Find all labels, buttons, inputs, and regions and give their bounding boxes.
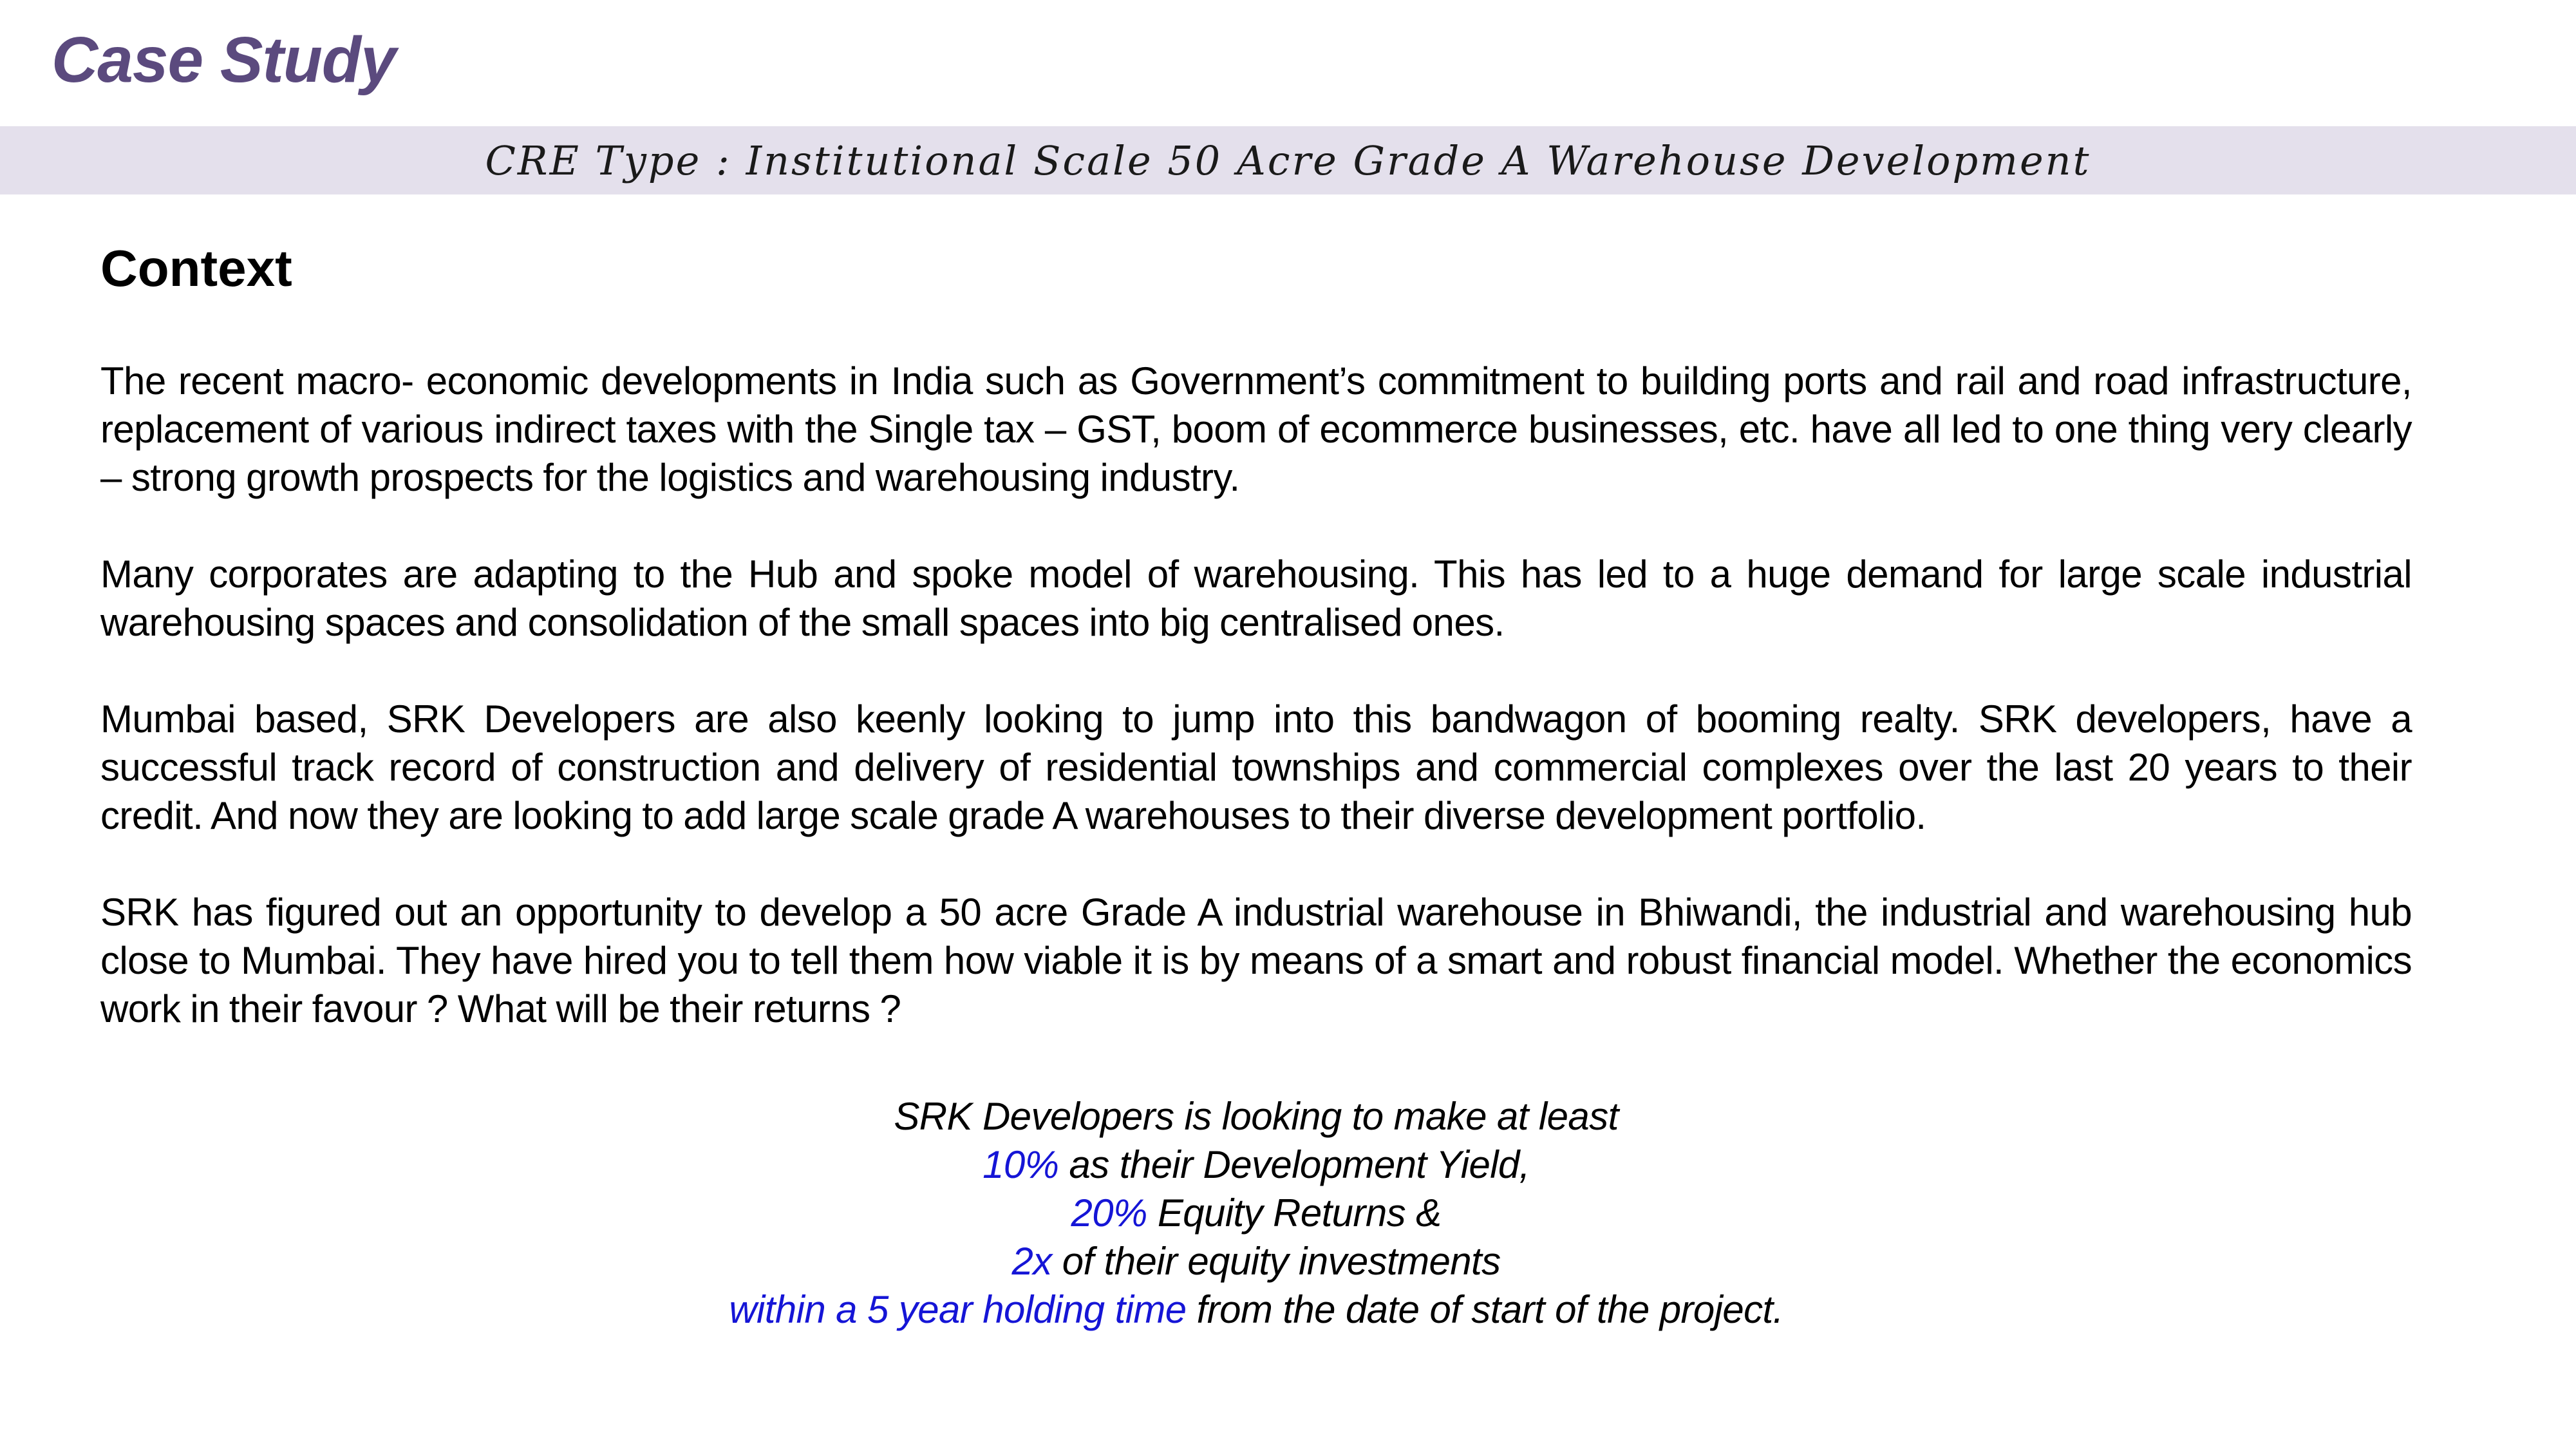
goal-holding-period: [100, 1285, 2412, 1334]
context-paragraph-4: SRK has figured out an opportunity to develop a 50 acre Grade A industrial warehouse in Bhiwandi, the industrial and warehousing hub close to Mumbai. They have hired you to tell them how viable it is by means of a smart and robust financial model. Whether the economics work in their favour ? What will be their returns ?: [100, 891, 2412, 1030]
goal-equity-text: Equity Returns &: [1147, 1191, 1442, 1235]
context-paragraph-1: The recent macro- economic developments in India such as Government’s commitment to building ports and rail and road infrastructure, replacement of various indirect taxes with the Single tax – GST, boom of ecommerce businesses, etc. have all led to one thing very clearly – strong growth prospects for the logistics and warehousing industry.: [100, 359, 2412, 499]
context-section: [100, 233, 2412, 1334]
goal-development-yield: [100, 1141, 2412, 1189]
goal-equity-value: 20%: [1071, 1191, 1147, 1235]
goal-multiple-text: of their equity investments: [1051, 1240, 1501, 1283]
cre-type-label: CRE Type : Institutional Scale 50 Acre Grade A Warehouse Development: [485, 137, 2091, 184]
context-paragraph-2: Many corporates are adapting to the Hub and spoke model of warehousing. This has led to a huge demand for large scale industrial warehousing spaces and consolidation of the small spaces into big centralised ones.: [100, 553, 2412, 644]
context-paragraph-3: Mumbai based, SRK Developers are also keenly looking to jump into this bandwagon of booming realty. SRK developers, have a successful track record of construction and delivery of residential townships and commercial complexes over the last 20 years to their credit. And now they are looking to add large scale grade A warehouses to their diverse development portfolio.: [100, 697, 2412, 837]
context-heading: Context: [100, 240, 292, 297]
goal-equity-multiple: [100, 1237, 2412, 1285]
goal-yield-value: 10%: [982, 1143, 1059, 1186]
page-title: Case Study: [52, 24, 396, 96]
goal-yield-text: as their Development Yield,: [1058, 1143, 1530, 1186]
investment-goals: [100, 1092, 2412, 1334]
goal-holding-value: within a 5 year holding time: [729, 1288, 1187, 1331]
goals-intro: SRK Developers is looking to make at least: [894, 1095, 1619, 1138]
goal-multiple-value: 2x: [1011, 1240, 1052, 1283]
cre-type-banner: [0, 126, 2576, 194]
goal-equity-returns: [100, 1189, 2412, 1237]
goal-holding-text: from the date of start of the project.: [1186, 1288, 1783, 1331]
